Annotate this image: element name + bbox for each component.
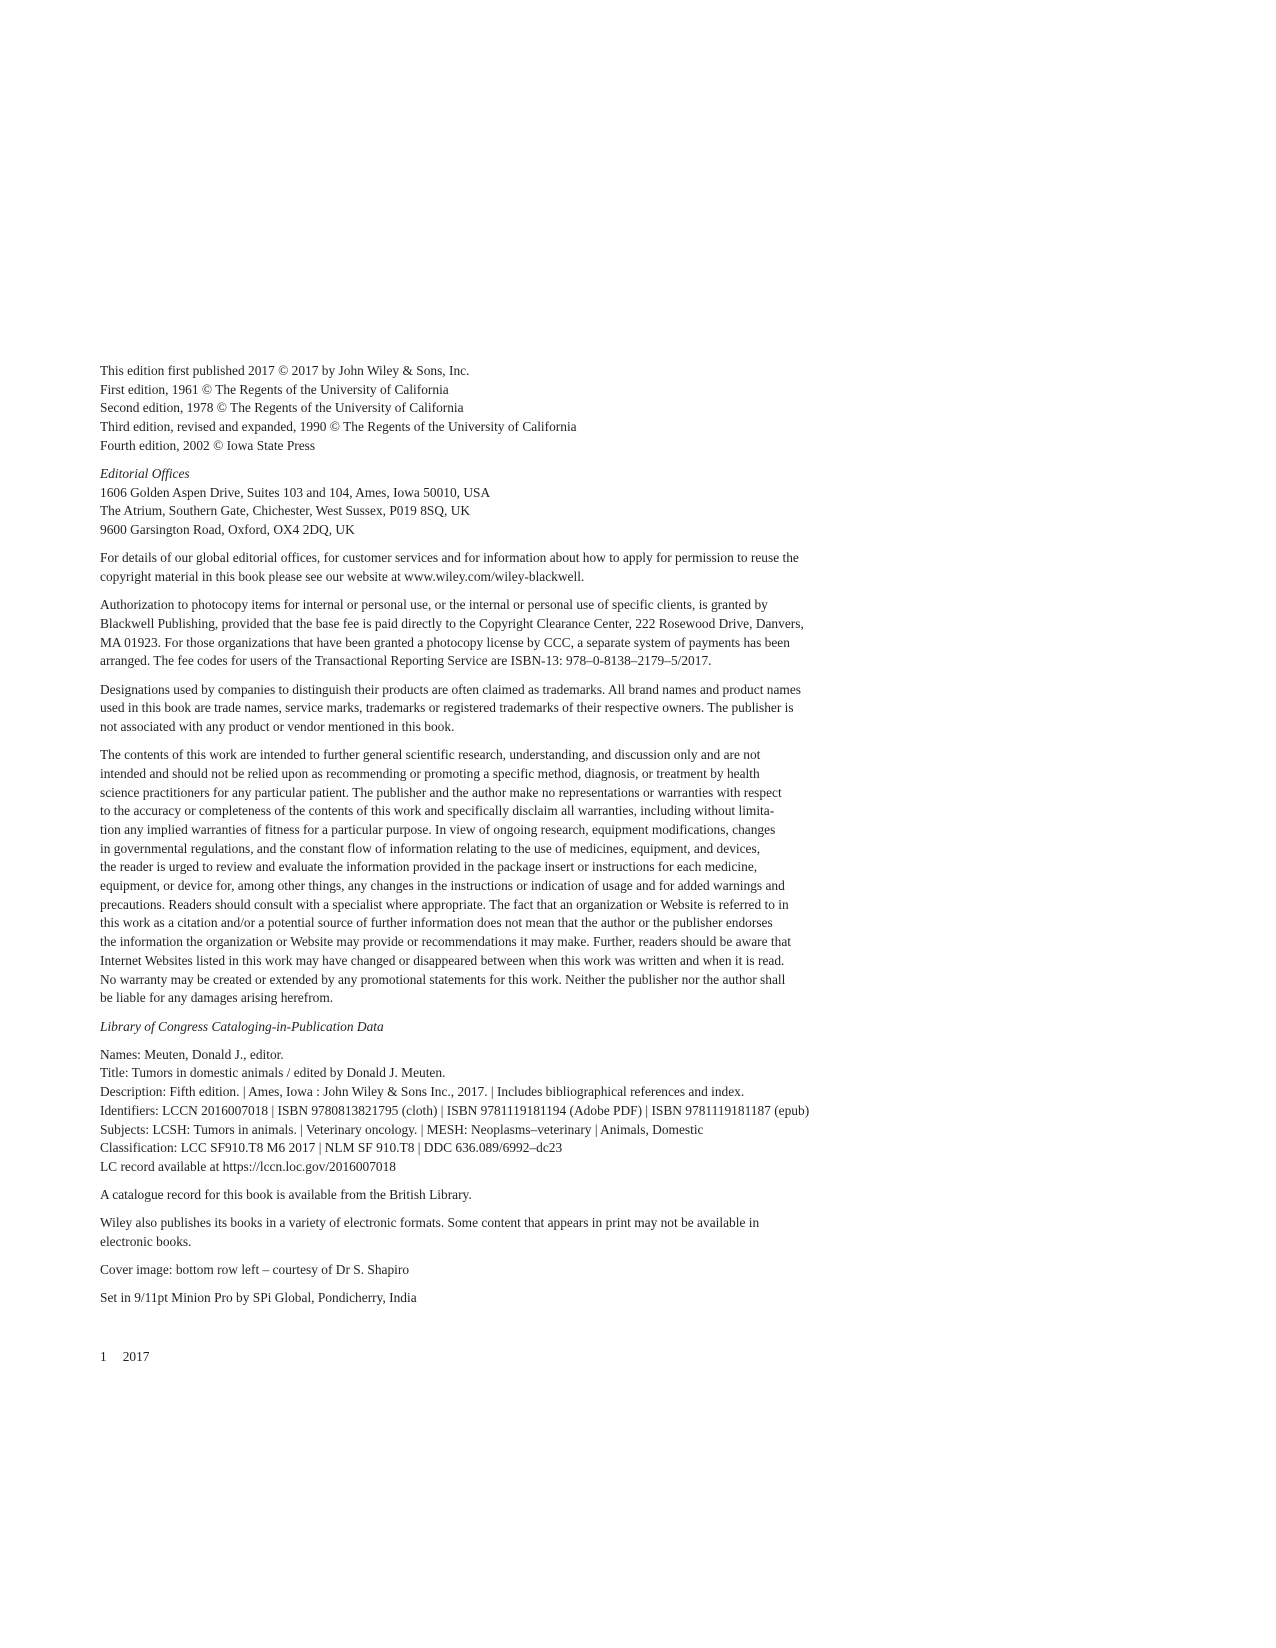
print-line [100, 1348, 149, 1367]
copyright-line: Third edition, revised and expanded, 1990 © The Regents of the University of California [100, 419, 577, 435]
paragraph-line: precautions. Readers should consult with a specialist where appropriate. The fact that an organization or Website is referred to in [100, 896, 789, 912]
cover-image-line: Cover image: bottom row left – courtesy of Dr S. Shapiro [100, 1262, 410, 1278]
paragraph-line: equipment, or device for, among other things, any changes in the instructions or indication of usage and for added warnings and [100, 878, 785, 894]
copyright-line: Second edition, 1978 © The Regents of the University of California [100, 400, 464, 416]
typesetting-note [100, 1289, 880, 1308]
paragraph-line: be liable for any damages arising herefrom. [100, 990, 334, 1006]
british-library-note [100, 1186, 880, 1205]
typesetting-line: Set in 9/11pt Minion Pro by SPi Global, Pondicherry, India [100, 1290, 417, 1306]
paragraph-line: this work as a citation and/or a potential source of further information does not mean that the author or the publisher endorses [100, 915, 773, 931]
cip-data [100, 1046, 880, 1177]
cip-heading: Library of Congress Cataloging-in-Publication Data [100, 1018, 384, 1034]
copyright-line: This edition first published 2017 © 2017 by John Wiley & Sons, Inc. [100, 363, 470, 378]
british-library-line: A catalogue record for this book is available from the British Library. [100, 1187, 472, 1203]
paragraph-line: intended and should not be relied upon as recommending or promoting a specific method, diagnosis, or treatment by health [100, 765, 760, 781]
paragraph-line: For details of our global editorial offices, for customer services and for information about how to apply for permission to reuse the [100, 550, 799, 566]
editorial-offices [100, 465, 880, 540]
office-address: 1606 Golden Aspen Drive, Suites 103 and 104, Ames, Iowa 50010, USA [100, 484, 491, 500]
paragraph-line: in governmental regulations, and the constant flow of information relating to the use of medicines, equipment, and devices, [100, 840, 761, 856]
paragraph-line: copyright material in this book please see our website at www.wiley.com/wiley-blackwell. [100, 569, 585, 585]
paragraph-line: arranged. The fee codes for users of the Transactional Reporting Service are ISBN-13: 978–0-8138–2179–5/2017. [100, 653, 712, 669]
authorization-paragraph [100, 596, 880, 671]
cip-line: Classification: LCC SF910.T8 M6 2017 | NLM SF 910.T8 | DDC 636.089/6992–dc23 [100, 1140, 563, 1156]
cip-heading-block [100, 1018, 880, 1037]
paragraph-line: the reader is urged to review and evaluate the information provided in the package insert or instructions for each medicine, [100, 859, 758, 875]
print-number: 1 [100, 1349, 107, 1364]
paragraph-line: Internet Websites listed in this work may have changed or disappeared between when this work was written and when it is read. [100, 952, 785, 968]
paragraph-line: to the accuracy or completeness of the contents of this work and specifically disclaim all warranties, including without limita- [100, 803, 775, 819]
electronic-formats-paragraph [100, 1214, 880, 1251]
paragraph-line: Authorization to photocopy items for internal or personal use, or the internal or personal use of specific clients, is granted by [100, 597, 768, 613]
office-address: 9600 Garsington Road, Oxford, OX4 2DQ, UK [100, 522, 355, 538]
paragraph-line: electronic books. [100, 1234, 192, 1250]
paragraph-line: Designations used by companies to distinguish their products are often claimed as trademarks. All brand names and product names [100, 681, 801, 697]
print-year: 2017 [122, 1349, 150, 1364]
cip-line: Identifiers: LCCN 2016007018 | ISBN 9780813821795 (cloth) | ISBN 9781119181194 (Adobe PDF) | ISBN 9781119181187 (epub) [100, 1102, 810, 1118]
paragraph-line: The contents of this work are intended to further general scientific research, understanding, and discussion only and are not [100, 747, 761, 763]
paragraph-line: science practitioners for any particular patient. The publisher and the author make no representations or warranties with respect [100, 784, 782, 800]
details-paragraph [100, 549, 880, 586]
paragraph-line: Wiley also publishes its books in a variety of electronic formats. Some content that appears in print may not be available in [100, 1215, 760, 1231]
paragraph-line: Blackwell Publishing, provided that the base fee is paid directly to the Copyright Clearance Center, 222 Rosewood Drive, Danvers, [100, 615, 804, 631]
cip-line: Title: Tumors in domestic animals / edited by Donald J. Meuten. [100, 1065, 446, 1081]
copyright-history [100, 362, 880, 456]
cip-line: LC record available at https://lccn.loc.gov/2016007018 [100, 1158, 397, 1174]
paragraph-line: No warranty may be created or extended by any promotional statements for this work. Neither the publisher nor the author shall [100, 971, 786, 987]
cover-image-credit [100, 1261, 880, 1280]
disclaimer-paragraph [100, 746, 880, 1008]
cip-line: Description: Fifth edition. | Ames, Iowa : John Wiley & Sons Inc., 2017. | Includes bibliographical references and index. [100, 1084, 745, 1100]
copyright-page [100, 362, 880, 1318]
paragraph-line: tion any implied warranties of fitness for a particular purpose. In view of ongoing research, equipment modifications, changes [100, 821, 776, 837]
paragraph-line: not associated with any product or vendor mentioned in this book. [100, 718, 455, 734]
copyright-line: Fourth edition, 2002 © Iowa State Press [100, 437, 316, 453]
copyright-line: First edition, 1961 © The Regents of the University of California [100, 381, 449, 397]
paragraph-line: used in this book are trade names, service marks, trademarks or registered trademarks of their respective owners. The publisher is [100, 700, 794, 716]
office-address: The Atrium, Southern Gate, Chichester, West Sussex, P019 8SQ, UK [100, 503, 471, 519]
paragraph-line: the information the organization or Website may provide or recommendations it may make. Further, readers should be aware that [100, 934, 792, 950]
editorial-offices-heading: Editorial Offices [100, 466, 190, 482]
cip-line: Subjects: LCSH: Tumors in animals. | Veterinary oncology. | MESH: Neoplasms–veterinary | Animals, Domestic [100, 1121, 704, 1137]
trademarks-paragraph [100, 681, 880, 737]
paragraph-line: MA 01923. For those organizations that have been granted a photocopy license by CCC, a separate system of payments has been [100, 634, 790, 650]
cip-line: Names: Meuten, Donald J., editor. [100, 1046, 284, 1062]
